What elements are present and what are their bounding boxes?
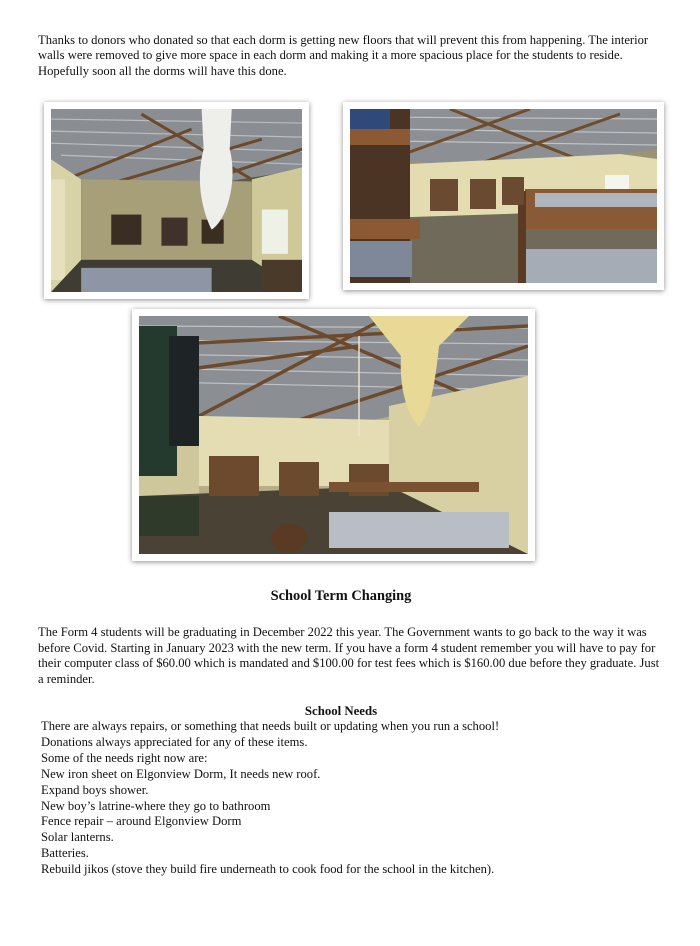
dorm-photo-3	[132, 309, 535, 561]
needs-line: Rebuild jikos (stove they build fire underneath to cook food for the school in the kitchen).	[41, 862, 495, 877]
school-term-paragraph: The Form 4 students will be graduating in December 2022 this year. The Government wants to go back to the way it was before Covid. Starting in January 2023 with the new term. If you have a form 4 student remember you will have to pay for their computer class of $60.00 which is mandated and $100.00 for test fees which is $160.00 due before they graduate. Just a reminder.	[38, 625, 660, 686]
dorm-photo-2-image	[350, 109, 657, 283]
needs-line: New iron sheet on Elgonview Dorm, It needs new roof.	[41, 766, 321, 781]
needs-line: Batteries.	[41, 846, 89, 861]
needs-line: Some of the needs right now are:	[41, 750, 208, 765]
needs-line: Expand boys shower.	[41, 782, 149, 797]
needs-line: Solar lanterns.	[41, 830, 114, 845]
dorm-photo-1-image	[51, 109, 302, 292]
needs-line: New boy’s latrine-where they go to bathroom	[41, 798, 271, 813]
needs-line: There are always repairs, or something that needs built or updating when you run a school!	[41, 719, 500, 733]
dorm-photo-3-image	[139, 316, 528, 554]
needs-line: Fence repair – around Elgonview Dorm	[41, 814, 242, 829]
school-needs-list	[41, 719, 661, 878]
school-needs-heading: School Needs	[304, 704, 378, 718]
dorm-photo-1	[44, 102, 309, 299]
intro-paragraph: Thanks to donors who donated so that each dorm is getting new floors that will prevent this from happening. The interior walls were removed to give more space in each dorm and making it a more spacious place for the students to reside. Hopefully soon all the dorms will have this done.	[38, 33, 649, 78]
dorm-photo-2	[343, 102, 664, 290]
school-term-heading: School Term Changing	[270, 588, 412, 604]
needs-line: Donations always appreciated for any of these items.	[41, 734, 308, 749]
